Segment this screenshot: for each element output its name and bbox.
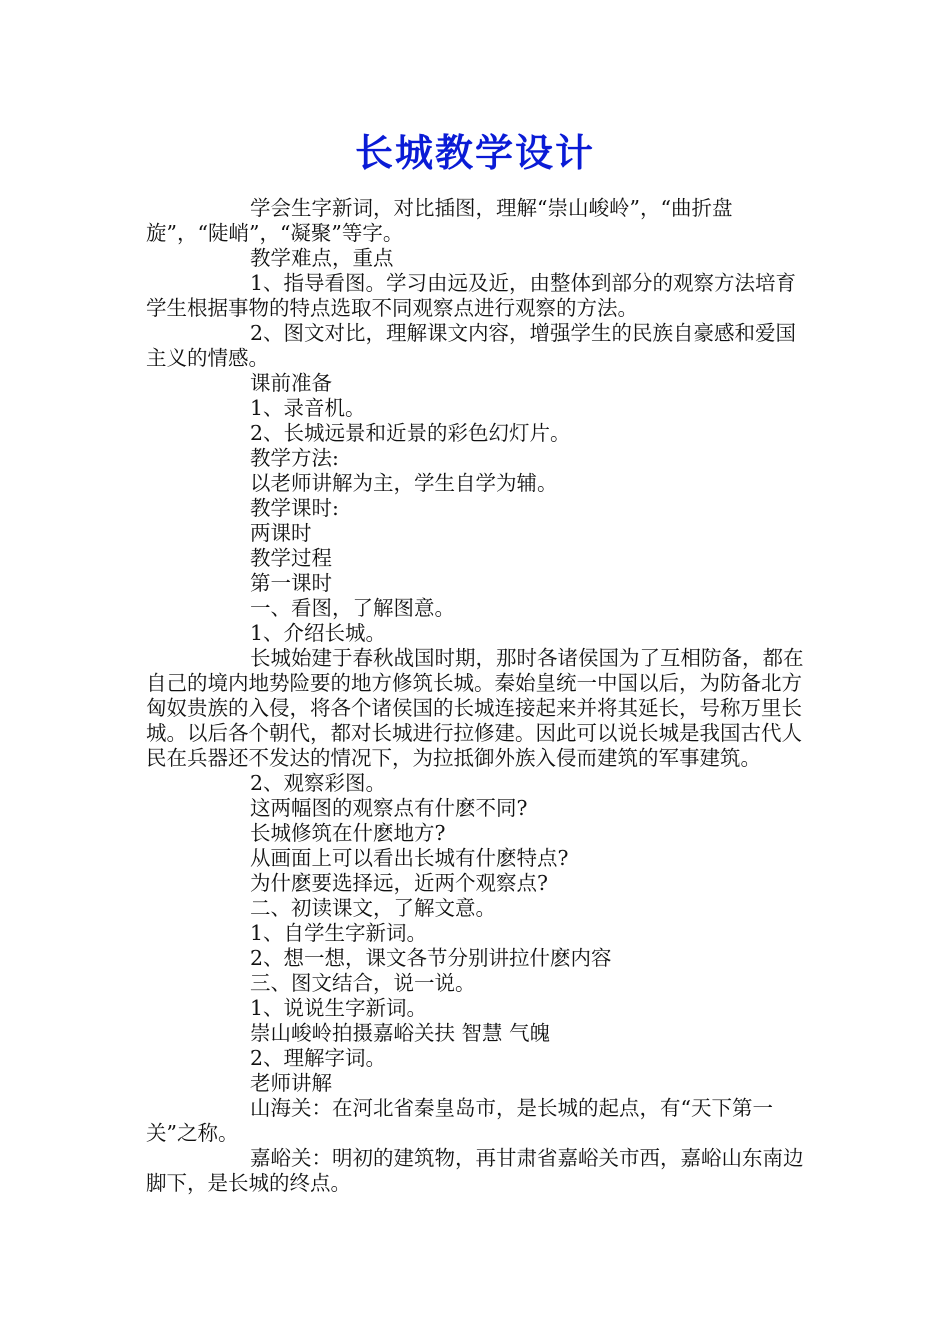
paragraph: 1、指导看图。学习由远及近，由整体到部分的观察方法培育学生根据事物的特点选取不同观察点进行观察的方法。 — [146, 271, 797, 320]
paragraph: 2、理解字词。 — [250, 1046, 387, 1070]
document-title: 长城教学设计 — [354, 131, 595, 175]
paragraph: 长城修筑在什麽地方? — [250, 821, 446, 845]
paragraph: 1、自学生字新词。 — [250, 921, 428, 945]
paragraph: 崇山峻岭拍摄嘉峪关扶 智慧 气魄 — [250, 1021, 551, 1045]
paragraph: 2、观察彩图。 — [250, 771, 387, 795]
paragraph: 1、说说生字新词。 — [250, 996, 428, 1020]
paragraph: 这两幅图的观察点有什麽不同? — [250, 796, 528, 820]
paragraph: 一、看图，了解图意。 — [250, 596, 455, 620]
paragraph: 1、介绍长城。 — [250, 621, 387, 645]
paragraph: 教学难点，重点 — [250, 246, 394, 270]
paragraph: 三、图文结合，说一说。 — [250, 971, 476, 995]
paragraph: 教学过程 — [250, 546, 332, 570]
paragraph: 老师讲解 — [250, 1071, 332, 1095]
paragraph: 为什麽要选择远，近两个观察点? — [250, 871, 548, 895]
paragraph: 2、想一想，课文各节分别讲拉什麽内容 — [250, 946, 612, 970]
paragraph: 两课时 — [250, 521, 312, 545]
paragraph: 教学方法: — [250, 446, 339, 470]
paragraph: 从画面上可以看出长城有什麽特点? — [250, 846, 569, 870]
paragraph: 长城始建于春秋战国时期，那时各诸侯国为了互相防备，都在自己的境内地势险要的地方修筑长城。秦始皇统一中国以后，为防备北方匈奴贵族的入侵，将各个诸侯国的长城连接起来并将其延长，号称万里长城。以后各个朝代，都对长城进行拉修建。因此可以说长城是我国古代人民在兵器还不发达的情况下，为拉抵御外族入侵而建筑的军事建筑。 — [146, 646, 804, 770]
paragraph: 山海关：在河北省秦皇岛市，是长城的起点，有“天下第一关”之称。 — [146, 1096, 773, 1145]
paragraph: 二、初读课文，了解文意。 — [250, 896, 496, 920]
paragraph: 教学课时: — [250, 496, 339, 520]
paragraph: 以老师讲解为主，学生自学为辅。 — [250, 471, 558, 495]
paragraph: 嘉峪关：明初的建筑物，再甘肃省嘉峪关市西，嘉峪山东南边脚下，是长城的终点。 — [146, 1146, 804, 1195]
paragraph: 课前准备 — [250, 371, 332, 395]
paragraph: 1、录音机。 — [250, 396, 366, 420]
document-body — [146, 196, 814, 1196]
paragraph: 学会生字新词，对比插图，理解“崇山峻岭”，“曲折盘旋”，“陡峭”，“凝聚”等字。 — [146, 196, 733, 245]
paragraph: 第一课时 — [250, 571, 332, 595]
paragraph: 2、长城远景和近景的彩色幻灯片。 — [250, 421, 571, 445]
paragraph: 2、图文对比，理解课文内容，增强学生的民族自豪感和爱国主义的情感。 — [146, 321, 797, 370]
